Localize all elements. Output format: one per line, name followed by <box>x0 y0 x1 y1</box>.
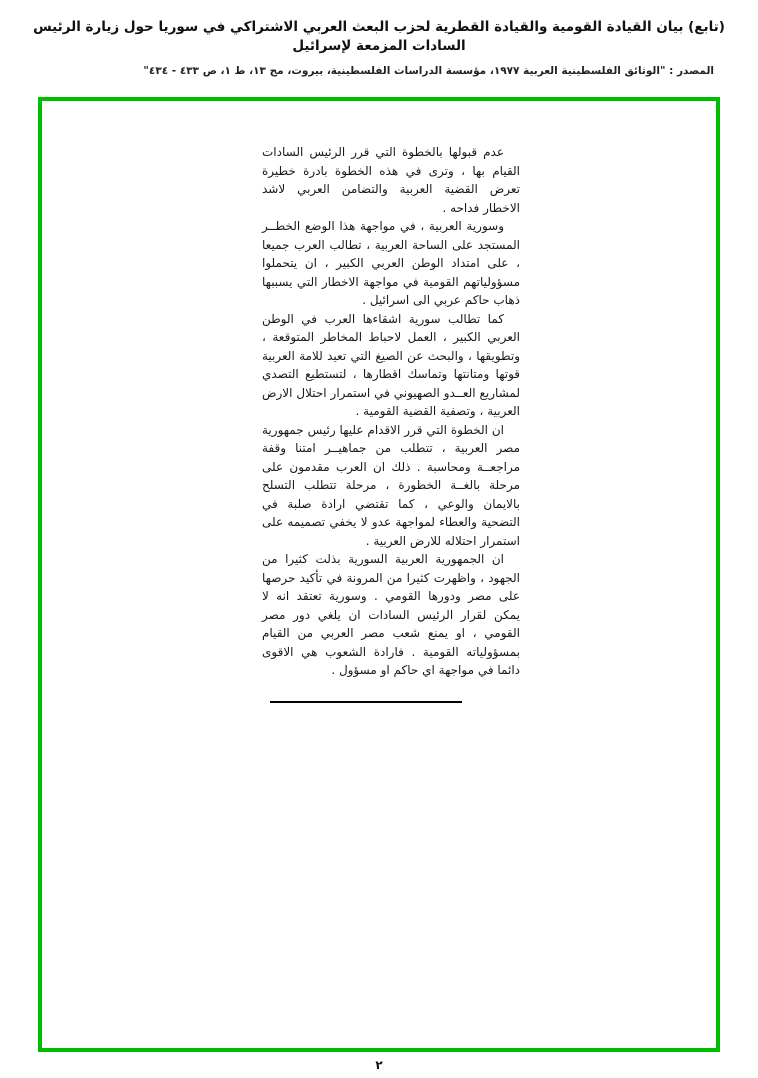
document-source-line: المصدر : "الوثائق الفلسطينية العربية ١٩٧٧، مؤسسة الدراسات الفلسطينية، بيروت، مج ١٣، ط ١، ص ٤٣٣ - ٤٣٤" <box>143 64 714 77</box>
document-frame <box>38 97 720 1052</box>
document-body-text <box>262 143 520 680</box>
horizontal-divider <box>270 701 462 703</box>
paragraph-2: وسورية العربية ، في مواجهة هذا الوضع الخطــر المستجد على الساحة العربية ، تطالب العرب جميعا ، على امتداد الوطن العربي الكبير ، ان يتحملوا مسؤولياتهم القومية في مواجهة الاخطار التي يسببها ذهاب حاكم عربي الى اسرائيل . <box>262 219 520 307</box>
paragraph-4: ان الخطوة التي قرر الاقدام عليها رئيس جمهورية مصر العربية ، تتطلب من جماهيــر امتنا وقفة مراجعــة ومحاسبة . ذلك ان العرب مقدمون على مرحلة بالغــة الخطورة ، مرحلة تتطلب التسلح بالايمان والوعي ، كما تقتضي ارادة صلبة في التضحية والعطاء لمواجهة عدو لا يخفي تصميمه على استمرار احتلاله للارض العربية . <box>262 422 520 548</box>
document-title: (تابع) بيان القيادة القومية والقيادة القطرية لحزب البعث العربي الاشتراكي في سوريا حول زيارة الرئيس السادات المزمعة لإسرائيل <box>33 19 725 54</box>
document-header <box>0 18 758 77</box>
paragraph-3: كما تطالب سورية اشقاءها العرب في الوطن العربي الكبير ، العمل لاحباط المخاطر المتوقعة ، وتطويقها ، والبحث عن الصيغ التي تعيد للامة العربية قوتها ومتانتها وتماسك اقطارها ، لتستطيع التصدي لمشاريع العــدو الصهيوني في استمرار احتلال الارض العربية ، وتصفية القضية القومية . <box>262 311 520 418</box>
paragraph-5: ان الجمهورية العربية السورية بذلت كثيرا من الجهود ، واظهرت كثيرا من المرونة في تأكيد حرصها على مصر ودورها القومي . وسورية تعتقد انه لا يمكن لقرار الرئيس السادات ان يلغي دور مصر القومي ، او يمنع شعب مصر العربي من القيام بمسؤولياته القومية . فارادة الشعوب هي الاقوى دائما في مواجهة اي حاكم او مسؤول . <box>262 552 520 677</box>
page-number: ٢ <box>375 1058 383 1072</box>
paragraph-1: عدم قبولها بالخطوة التي قرر الرئيس السادات القيام بها ، وترى في هذه الخطوة بادرة خطيرة تعرض القضية العربية والتضامن العربي لاشد الاخطار فداحه . <box>262 145 520 215</box>
